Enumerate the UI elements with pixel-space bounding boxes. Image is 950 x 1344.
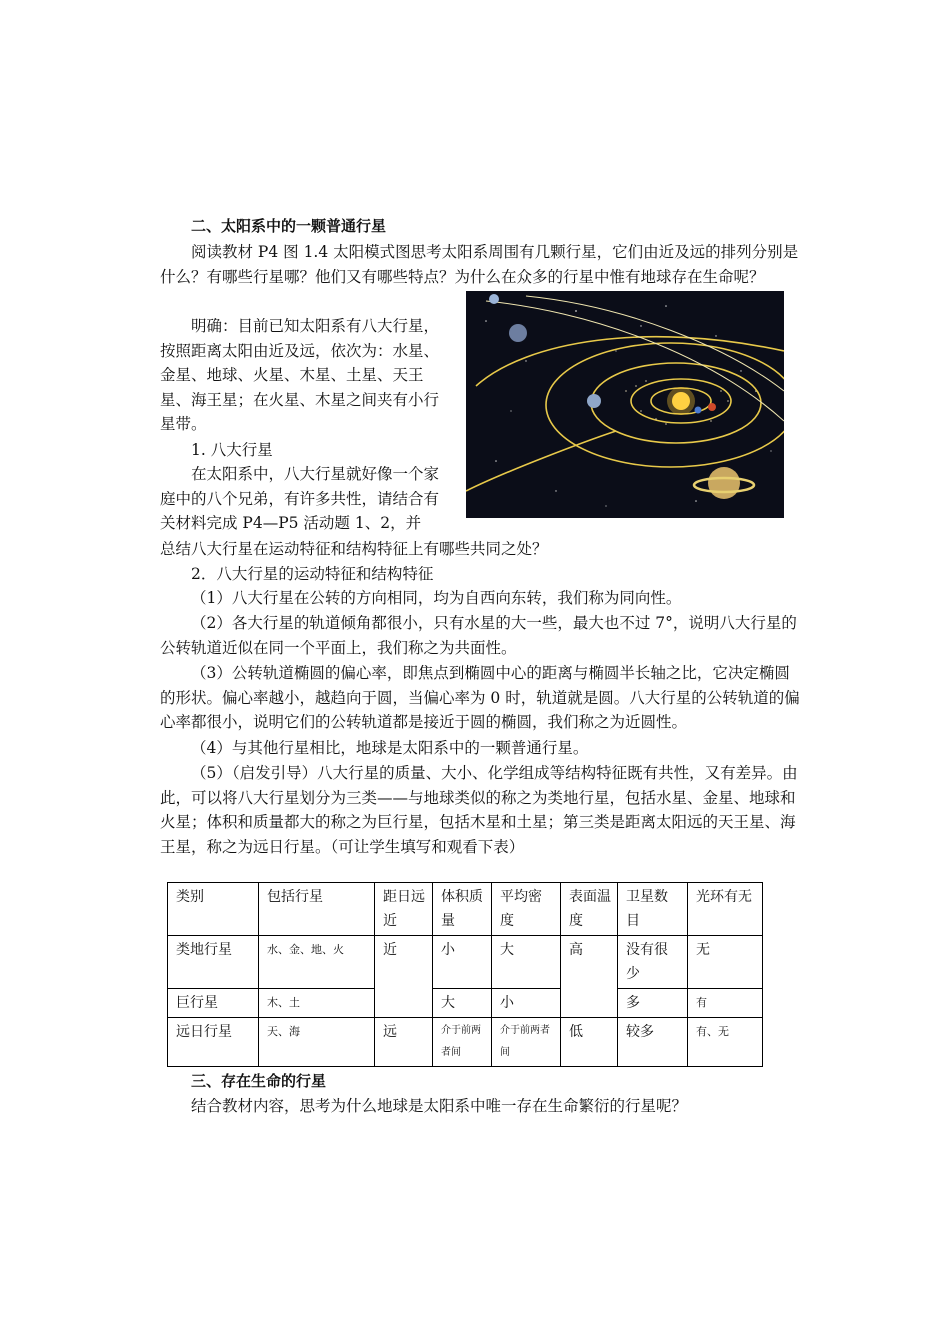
clarify-paragraph: 明确：目前已知太阳系有八大行星，按照距离太阳由近及远，依次为：水星、金星、地球、火星、木星、土星、天王星、海王星；在火星、木星之间夹有小行星带。 <box>160 317 440 433</box>
table-header-cell: 体积质量 <box>433 883 492 936</box>
item1-paragraph: 在太阳系中，八大行星就好像一个家庭中的八个兄弟，有许多共性，请结合有关材料完成 P4—P5 活动题 1、2，并 <box>160 465 440 532</box>
table-header-cell: 表面温度 <box>561 883 618 936</box>
table-header-cell: 卫星数目 <box>618 883 688 936</box>
item1-title: 1. 八大行星 <box>191 441 273 459</box>
table-cell: 天、海 <box>259 1018 375 1067</box>
table-cell: 近 <box>375 936 433 1018</box>
point-4: （4）与其他行星相比，地球是太阳系中的一颗普通行星。 <box>191 739 589 757</box>
table-cell: 小 <box>433 936 492 989</box>
table-cell: 水、金、地、火 <box>259 936 375 989</box>
table-cell: 较多 <box>618 1018 688 1067</box>
table-cell: 有、无 <box>688 1018 763 1067</box>
table-cell: 没有很少 <box>618 936 688 989</box>
solar-system-illustration <box>466 291 784 518</box>
point-3: （3）公转轨道椭圆的偏心率，即焦点到椭圆中心的距离与椭圆半长轴之比，它决定椭圆的形状。偏心率越小，越趋向于圆，当偏心率为 0 时，轨道就是圆。八大行星的公转轨道的偏心率都很小，说明它们的公转轨道都是接近于圆的椭圆，我们称之为近圆性。 <box>160 664 800 731</box>
table-cell: 远日行星 <box>168 1018 259 1067</box>
table-header-cell: 光环有无 <box>688 883 763 936</box>
table-cell: 多 <box>618 989 688 1018</box>
item1-paragraph-continued: 总结八大行星在运动特征和结构特征上有哪些共同之处？ <box>160 540 548 558</box>
table-header-cell: 类别 <box>168 883 259 936</box>
table-cell: 介于前两者间 <box>433 1018 492 1067</box>
table-cell: 大 <box>433 989 492 1018</box>
point-1: （1）八大行星在公转的方向相同，均为自西向东转，我们称为同向性。 <box>191 589 682 607</box>
table-cell: 无 <box>688 936 763 989</box>
table-row <box>168 989 763 1018</box>
section-heading-3: 三、存在生命的行星 <box>191 1072 327 1090</box>
table-row <box>168 936 763 989</box>
table-cell: 有 <box>688 989 763 1018</box>
section3-paragraph: 结合教材内容，思考为什么地球是太阳系中唯一存在生命繁衍的行星呢？ <box>191 1097 688 1115</box>
point-5: （5）（启发引导）八大行星的质量、大小、化学组成等结构特征既有共性，又有差异。由此，可以将八大行星划分为三类——与地球类似的称之为类地行星，包括水星、金星、地球和火星；体积和质量都大的称之为巨行星，包括木星和土星；第三类是距离太阳远的天王星、海王星，称之为远日行星。（可让学生填写和观看下表） <box>160 764 798 856</box>
point-2: （2）各大行星的轨道倾角都很小，只有水星的大一些，最大也不过 7°，说明八大行星的公转轨道近似在同一个平面上，我们称之为共面性。 <box>160 614 797 657</box>
table-header-cell: 包括行星 <box>259 883 375 936</box>
table-cell: 介于前两者间 <box>492 1018 561 1067</box>
table-header-cell: 平均密度 <box>492 883 561 936</box>
table-cell: 巨行星 <box>168 989 259 1018</box>
table-cell: 类地行星 <box>168 936 259 989</box>
solar-system-svg <box>466 291 784 518</box>
intro-paragraph: 阅读教材 P4 图 1.4 太阳模式图思考太阳系周围有几颗行星，它们由近及远的排列分别是什么？有哪些行星哪？他们又有哪些特点？为什么在众多的行星中惟有地球存在生命呢？ <box>160 243 799 286</box>
table-cell: 大 <box>492 936 561 989</box>
table-header-row <box>168 883 763 936</box>
table-cell: 木、土 <box>259 989 375 1018</box>
table-cell: 小 <box>492 989 561 1018</box>
table-cell: 高 <box>561 936 618 1018</box>
table-cell: 远 <box>375 1018 433 1067</box>
item2-title: 2．八大行星的运动特征和结构特征 <box>191 565 434 583</box>
table-row <box>168 1018 763 1067</box>
planet-comparison-table <box>167 882 763 1067</box>
table-cell: 低 <box>561 1018 618 1067</box>
table-header-cell: 距日远近 <box>375 883 433 936</box>
section-heading-2: 二、太阳系中的一颗普通行星 <box>191 217 387 235</box>
